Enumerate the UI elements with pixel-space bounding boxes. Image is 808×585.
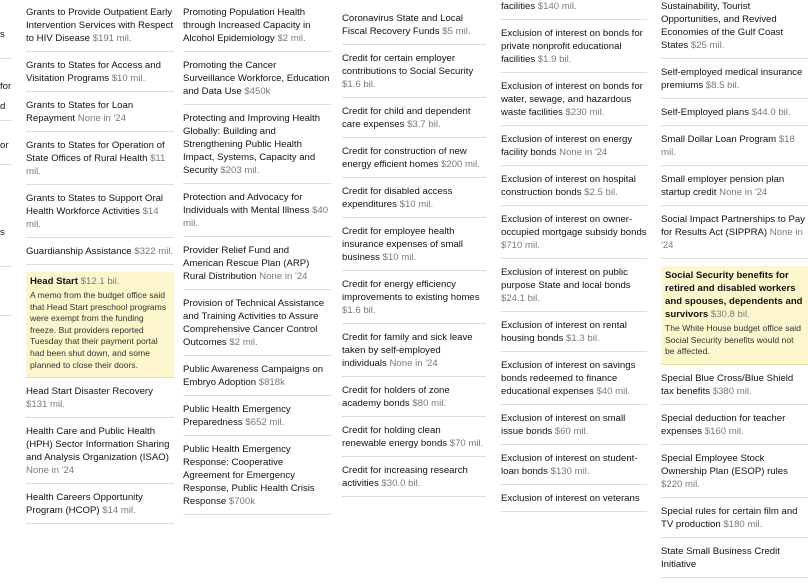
list-item: Self-employed medical insurance premiums $8.5 bil. [661,66,808,99]
list-item: Grants to States for Operation of State Offices of Rural Health $11 mil. [26,139,174,185]
program-list-column-2 [183,0,331,507]
list-item: Exclusion of interest on public purpose State and local bonds $24.1 bil. [501,266,647,312]
list-item: Small employer pension plan startup credit None in '24 [661,173,808,206]
list-item: Grants to States for Loan Repayment None in '24 [26,99,174,132]
program-list [183,6,331,522]
list-item: Public Health Emergency Response: Cooperative Agreement for Emergency Response, Public Health Crisis Response $700k [183,443,331,515]
item-note: A memo from the budget office said that Head Start preschool programs were exempt from the funding freeze. But providers reported Tuesday that their payment portal had been shut down, and some planned to close their doors. [30,290,167,370]
list-item: Credit for increasing research activities $30.0 bil. [342,464,486,497]
list-item: Provision of Technical Assistance and Training Activities to Assure Comprehensive Cancer Control Outcomes $2 mil. [183,297,331,356]
program-list [501,0,647,519]
program-list-column-3 [342,0,486,489]
fragment-text: s [0,29,5,40]
list-item: Grants to States for Access and Visitation Programs $10 mil. [26,59,174,92]
item-note: The White House budget office said Social Security benefits would not be affected. [665,323,801,357]
list-item: Public Awareness Campaigns on Embryo Adoption $818k [183,363,331,396]
program-list-column-5 [661,0,805,570]
list-item: Credit for construction of new energy efficient homes $200 mil. [342,145,486,178]
list-item: Credit for disabled access expenditures $10 mil. [342,185,486,218]
list-item: Health Careers Opportunity Program (HCOP) $14 mil. [26,491,174,524]
list-item: Self-Employed plans $44.0 bil. [661,106,808,126]
list-item: Small Dollar Loan Program $18 mil. [661,133,808,166]
list-item: Exclusion of interest on bonds for private nonprofit educational facilities $1.9 bil. [501,27,647,73]
list-item: Exclusion of interest on rental housing bonds $1.3 bil. [501,319,647,352]
highlighted-list-item: Social Security benefits for retired and disabled workers and spouses, dependents and survivors $30.8 bil. The White House budget office said Social Security benefits would not be affected. [661,266,808,365]
list-item: Promoting Population Health through Increased Capacity in Alcohol Epidemiology $2 mil. [183,6,331,52]
list-item: Public Health Emergency Preparedness $652 mil. [183,403,331,436]
highlighted-list-item: Head Start $12.1 bil. A memo from the budget office said that Head Start preschool programs were exempt from the funding freeze. But providers reported Tuesday that their payment portal had been shut down, and some planned to close their doors. [26,272,174,378]
fragment-text: d [0,101,6,112]
divider [0,315,12,316]
list-item: Social Impact Partnerships to Pay for Results Act (SIPPRA) None in '24 [661,213,808,259]
list-item: Exclusion of interest on owner-occupied mortgage subsidy bonds $710 mil. [501,213,647,259]
fragment-text: s [0,227,5,238]
list-item: Credit for holding clean renewable energy bonds $70 mil. [342,424,486,457]
program-list-column-4 [501,0,647,504]
list-item: Guardianship Assistance $322 mil. [26,245,174,265]
list-item: Promoting the Cancer Surveillance Workforce, Education and Data Use $450k [183,59,331,105]
list-item: State Small Business Credit Initiative [661,545,808,578]
program-list [661,0,808,585]
list-item: Grants to States to Support Oral Health Workforce Activities $14 mil. [26,192,174,238]
divider [0,120,12,121]
list-item: Special deduction for teacher expenses $160 mil. [661,412,808,445]
divider [0,266,12,267]
list-item: Credit for child and dependent care expenses $3.7 bil. [342,105,486,138]
divider [0,58,12,59]
list-item: Exclusion of interest on hospital construction bonds $2.5 bil. [501,173,647,206]
list-item: Exclusion of interest on veterans [501,492,647,512]
program-list-column-1 [26,0,174,517]
list-item: Special rules for certain film and TV production $180 mil. [661,505,808,538]
list-item: Credit for holders of zone academy bonds $80 mil. [342,384,486,417]
program-list [342,12,486,504]
list-item: Protecting and Improving Health Globally: Building and Strengthening Public Health Impact, Systems, Capacity and Security $203 mil. [183,112,331,184]
list-item: Health Care and Public Health (HPH) Sector Information Sharing and Analysis Organization (ISAO) None in '24 [26,425,174,484]
list-item: Exclusion of interest on bonds for water, sewage, and hazardous waste facilities $230 mil. [501,80,647,126]
fragment-text: or [0,140,9,151]
list-item: Head Start Disaster Recovery $131 mil. [26,385,174,418]
list-item: Grants to Provide Outpatient Early Intervention Services with Respect to HIV Disease $191 mil. [26,6,174,52]
divider [0,164,12,165]
program-list [26,6,174,531]
list-item: facilities $140 mil. [501,0,647,20]
list-item: Credit for employee health insurance expenses of small business $10 mil. [342,225,486,271]
list-item: Credit for energy efficiency improvements to existing homes $1.6 bil. [342,278,486,324]
list-item: Exclusion of interest on student-loan bonds $130 mil. [501,452,647,485]
list-item: Special Employee Stock Ownership Plan (ESOP) rules $220 mil. [661,452,808,498]
list-item: Exclusion of interest on small issue bonds $60 mil. [501,412,647,445]
list-item: Exclusion of interest on savings bonds redeemed to finance educational expenses $40 mil. [501,359,647,405]
list-item: Sustainability, Tourist Opportunities, and Revived Economies of the Gulf Coast States $25 mil. [661,0,808,59]
list-item: Coronavirus State and Local Fiscal Recovery Funds $5 mil. [342,12,486,45]
list-item: Exclusion of interest on energy facility bonds None in '24 [501,133,647,166]
fragment-text: for [0,81,12,92]
list-item: Special Blue Cross/Blue Shield tax benefits $380 mil. [661,372,808,405]
list-item: Credit for certain employer contributions to Social Security $1.6 bil. [342,52,486,98]
list-item: Credit for family and sick leave taken by self-employed individuals None in '24 [342,331,486,377]
list-item: Provider Relief Fund and American Rescue Plan (ARP) Rural Distribution None in '24 [183,244,331,290]
list-item: Protection and Advocacy for Individuals with Mental Illness $40 mil. [183,191,331,237]
